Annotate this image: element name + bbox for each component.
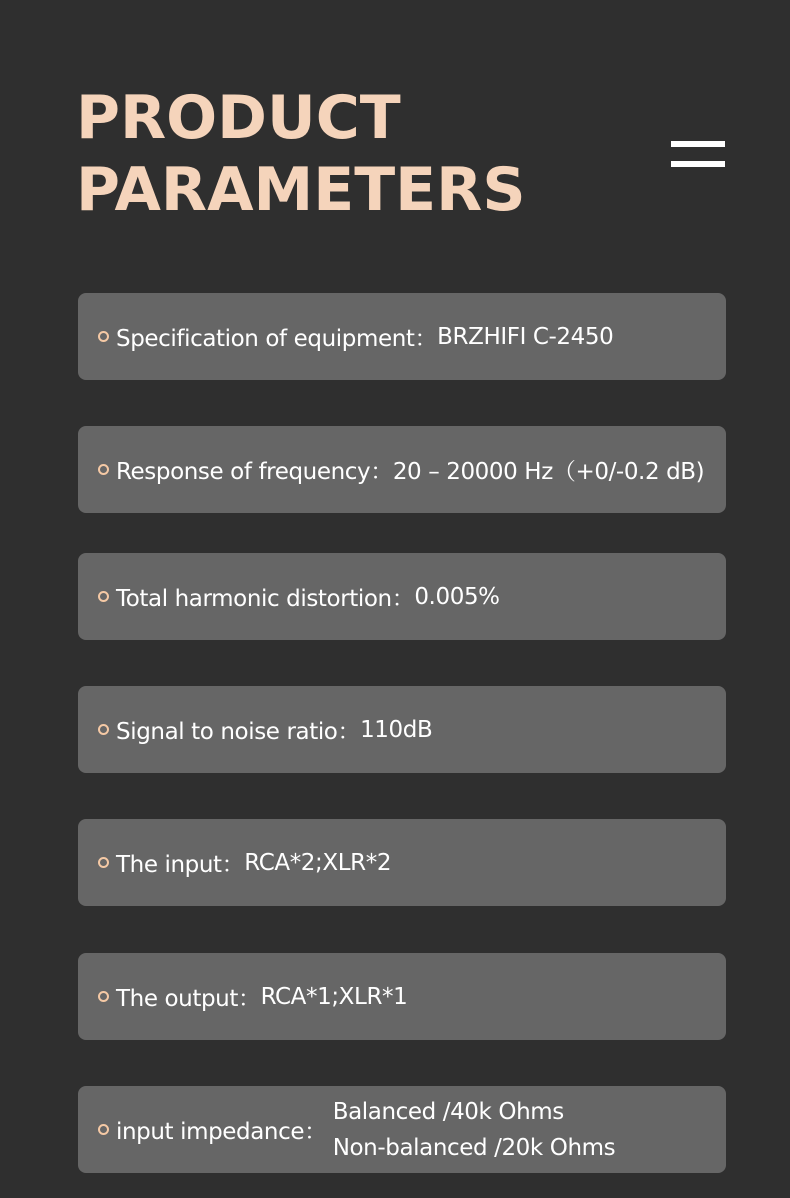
spec-value: RCA*1;XLR*1 xyxy=(260,983,408,1010)
spec-card-equipment xyxy=(78,293,726,380)
spec-value: 0.005% xyxy=(414,583,500,610)
bullet-icon xyxy=(98,724,109,735)
page-title xyxy=(76,82,526,226)
menu-icon[interactable] xyxy=(671,141,725,169)
spec-label: Specification of equipment： xyxy=(116,326,438,352)
spec-value-list xyxy=(333,1094,616,1166)
spec-value-non-balanced: Non-balanced /20k Ohms xyxy=(332,1134,616,1161)
spec-value: 20 – 20000 Hz（+0/-0.2 dB) xyxy=(392,459,705,485)
spec-card-output xyxy=(78,953,726,1040)
spec-card-impedance xyxy=(78,1086,726,1173)
bullet-icon xyxy=(98,857,109,868)
bullet-icon xyxy=(98,1124,109,1135)
spec-value: RCA*2;XLR*2 xyxy=(244,849,392,876)
spec-card-snr xyxy=(78,686,726,773)
spec-label: Total harmonic distortion： xyxy=(116,586,415,612)
spec-label: Response of frequency： xyxy=(116,459,393,485)
bullet-icon xyxy=(98,991,109,1002)
spec-label: Signal to noise ratio： xyxy=(116,719,361,745)
spec-label: The input： xyxy=(116,852,245,878)
title-line-1: PRODUCT xyxy=(76,83,401,153)
spec-value-balanced: Balanced /40k Ohms xyxy=(332,1098,564,1125)
menu-bar-top xyxy=(671,141,725,147)
bullet-icon xyxy=(98,331,109,342)
spec-card-input xyxy=(78,819,726,906)
spec-value: 110dB xyxy=(360,716,433,743)
bullet-icon xyxy=(98,464,109,475)
spec-label: input impedance： xyxy=(116,1119,327,1145)
bullet-icon xyxy=(98,591,109,602)
spec-value: BRZHIFI C-2450 xyxy=(437,323,614,350)
spec-card-distortion xyxy=(78,553,726,640)
spec-card-frequency xyxy=(78,426,726,513)
menu-bar-bottom xyxy=(671,161,725,167)
spec-label: The output： xyxy=(116,986,261,1012)
title-line-2: PARAMETERS xyxy=(76,155,526,225)
